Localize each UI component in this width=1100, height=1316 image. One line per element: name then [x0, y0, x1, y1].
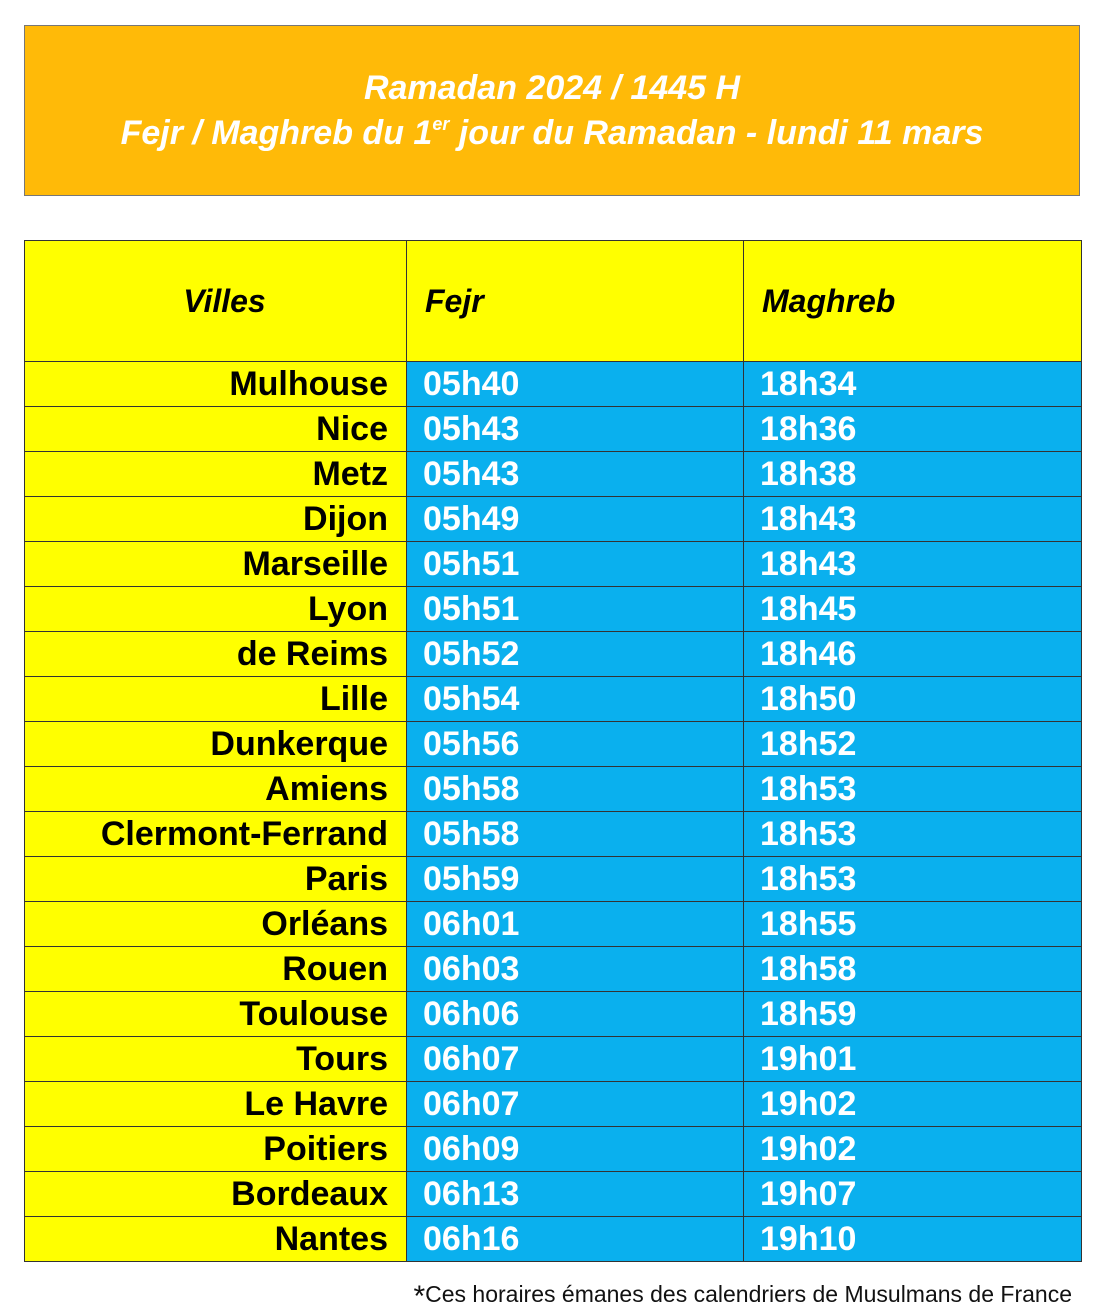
maghreb-cell: 18h46 — [744, 632, 1082, 677]
footnote-text: Ces horaires émanes des calendriers de Musulmans de France — [425, 1281, 1072, 1307]
fejr-cell: 06h07 — [407, 1082, 744, 1127]
fejr-cell: 05h43 — [407, 407, 744, 452]
table-row — [25, 362, 1082, 407]
city-cell: Bordeaux — [25, 1172, 407, 1217]
fejr-cell: 05h51 — [407, 587, 744, 632]
city-cell: Dijon — [25, 497, 407, 542]
table-row — [25, 1172, 1082, 1217]
maghreb-cell: 19h10 — [744, 1217, 1082, 1262]
title-line-2-start: Fejr / Maghreb du 1 — [120, 113, 433, 152]
fejr-cell: 06h13 — [407, 1172, 744, 1217]
fejr-cell: 05h56 — [407, 722, 744, 767]
maghreb-cell: 18h52 — [744, 722, 1082, 767]
maghreb-cell: 19h02 — [744, 1127, 1082, 1172]
fejr-cell: 05h58 — [407, 812, 744, 857]
fejr-cell: 05h59 — [407, 857, 744, 902]
fejr-cell: 05h40 — [407, 362, 744, 407]
table-header-row — [25, 241, 1082, 362]
table-row — [25, 587, 1082, 632]
header-villes: Villes — [25, 241, 407, 362]
table-row — [25, 857, 1082, 902]
maghreb-cell: 18h59 — [744, 992, 1082, 1037]
maghreb-cell: 18h38 — [744, 452, 1082, 497]
table-row — [25, 722, 1082, 767]
city-cell: Clermont-Ferrand — [25, 812, 407, 857]
city-cell: Mulhouse — [25, 362, 407, 407]
footnote-star: * — [413, 1280, 426, 1313]
table-row — [25, 1127, 1082, 1172]
maghreb-cell: 18h53 — [744, 767, 1082, 812]
title-banner — [24, 25, 1080, 196]
maghreb-cell: 18h43 — [744, 497, 1082, 542]
fejr-cell: 06h06 — [407, 992, 744, 1037]
city-cell: Orléans — [25, 902, 407, 947]
table-row — [25, 1037, 1082, 1082]
table-row — [25, 452, 1082, 497]
maghreb-cell: 19h02 — [744, 1082, 1082, 1127]
city-cell: Dunkerque — [25, 722, 407, 767]
table-row — [25, 767, 1082, 812]
title-superscript: er — [432, 113, 450, 134]
title-line-1: Ramadan 2024 / 1445 H — [363, 68, 741, 107]
maghreb-cell: 18h53 — [744, 857, 1082, 902]
table-row — [25, 407, 1082, 452]
table-row — [25, 947, 1082, 992]
table-row — [25, 497, 1082, 542]
title-line-2-end: jour du Ramadan - lundi 11 mars — [449, 113, 984, 152]
maghreb-cell: 18h55 — [744, 902, 1082, 947]
fejr-cell: 05h49 — [407, 497, 744, 542]
fejr-cell: 06h09 — [407, 1127, 744, 1172]
header-fejr: Fejr — [407, 241, 744, 362]
city-cell: Le Havre — [25, 1082, 407, 1127]
city-cell: Lyon — [25, 587, 407, 632]
maghreb-cell: 18h50 — [744, 677, 1082, 722]
fejr-cell: 05h51 — [407, 542, 744, 587]
maghreb-cell: 18h43 — [744, 542, 1082, 587]
table-row — [25, 812, 1082, 857]
fejr-cell: 06h16 — [407, 1217, 744, 1262]
fejr-cell: 05h58 — [407, 767, 744, 812]
fejr-cell: 05h43 — [407, 452, 744, 497]
city-cell: Tours — [25, 1037, 407, 1082]
table-row — [25, 902, 1082, 947]
maghreb-cell: 18h36 — [744, 407, 1082, 452]
maghreb-cell: 18h53 — [744, 812, 1082, 857]
city-cell: Nice — [25, 407, 407, 452]
city-cell: Nantes — [25, 1217, 407, 1262]
table-row — [25, 677, 1082, 722]
fejr-cell: 06h07 — [407, 1037, 744, 1082]
maghreb-cell: 18h58 — [744, 947, 1082, 992]
city-cell: Paris — [25, 857, 407, 902]
city-cell: Toulouse — [25, 992, 407, 1037]
header-maghreb: Maghreb — [744, 241, 1082, 362]
footnote — [413, 1280, 1072, 1314]
city-cell: Lille — [25, 677, 407, 722]
maghreb-cell: 18h34 — [744, 362, 1082, 407]
city-cell: Rouen — [25, 947, 407, 992]
table-row — [25, 632, 1082, 677]
city-cell: Poitiers — [25, 1127, 407, 1172]
fejr-cell: 05h54 — [407, 677, 744, 722]
table-row — [25, 1217, 1082, 1262]
fejr-cell: 06h01 — [407, 902, 744, 947]
prayer-times-table — [24, 240, 1082, 1262]
title-line-2 — [121, 111, 984, 156]
maghreb-cell: 19h01 — [744, 1037, 1082, 1082]
maghreb-cell: 19h07 — [744, 1172, 1082, 1217]
table-row — [25, 542, 1082, 587]
table-row — [25, 1082, 1082, 1127]
table-row — [25, 992, 1082, 1037]
city-cell: de Reims — [25, 632, 407, 677]
maghreb-cell: 18h45 — [744, 587, 1082, 632]
fejr-cell: 06h03 — [407, 947, 744, 992]
fejr-cell: 05h52 — [407, 632, 744, 677]
city-cell: Marseille — [25, 542, 407, 587]
city-cell: Metz — [25, 452, 407, 497]
city-cell: Amiens — [25, 767, 407, 812]
